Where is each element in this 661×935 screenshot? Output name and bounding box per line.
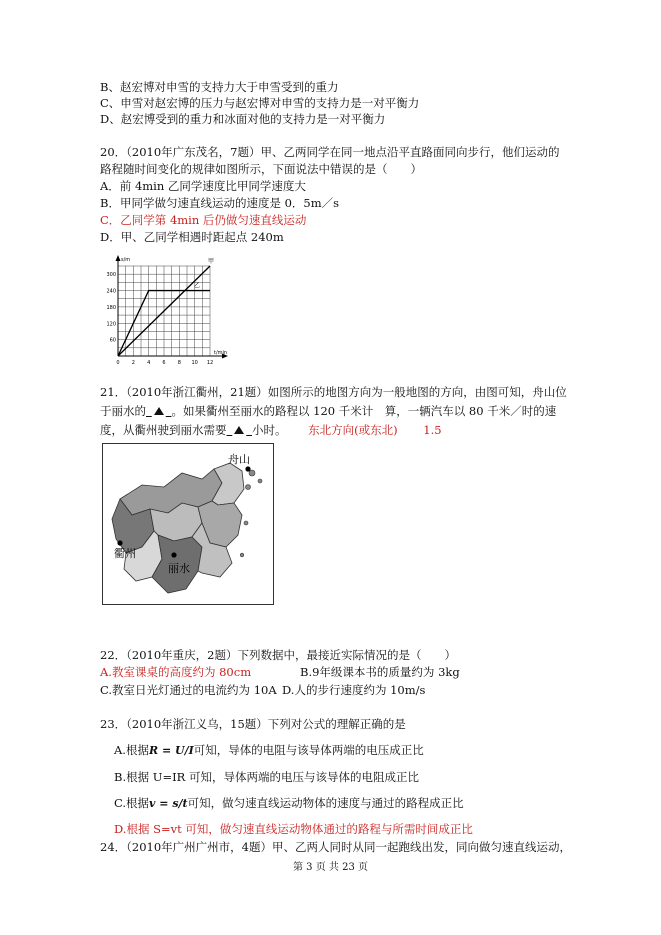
- q23-a-formula: R = U/I: [148, 744, 194, 757]
- x-tick-label: 0: [116, 360, 120, 366]
- q23-a-post: 可知，导体的电阻与该导体两端的电压成正比: [193, 743, 424, 757]
- page-footer: 第 3 页 共 23 页: [293, 862, 368, 873]
- y-axis-label: s/m: [121, 257, 131, 263]
- q23-stem: 23．（2010年浙江义乌，15题）下列对公式的理解正确的是: [100, 717, 406, 731]
- q23-option-c: [114, 796, 464, 811]
- q21-blank2: [227, 423, 253, 437]
- map-label-zhoushan: 舟山: [228, 453, 250, 466]
- x-tick-label: 2: [131, 360, 135, 366]
- q22-option-b: B.9年级课本书的质量约为 3kg: [300, 665, 460, 679]
- series-label: 乙: [194, 282, 201, 290]
- q21-answer1: 东北方向(或东北): [308, 423, 398, 437]
- blank-triangle-icon: [234, 426, 244, 434]
- q21-stem-line2: [100, 404, 556, 419]
- x-tick-label: 10: [191, 360, 198, 366]
- q21-text-a: 于丽水的: [100, 404, 146, 418]
- prev-option-c: C、申雪对赵宏博的压力与赵宏博对申雪的支持力是一对平衡力: [100, 96, 420, 110]
- q21-text-b: 。如果衢州至丽水的路程以 120 千米计 算，一辆汽车以 80 千米／时的速: [171, 404, 557, 418]
- q20-stem-line2: 路程随时间变化的规律如图所示，下面说法中错误的是（ ）: [100, 162, 422, 176]
- q24-stem: 24．（2010年广州广州市，4题）甲、乙两人同时从同一起跑线出发，同向做匀速直线运动，: [100, 840, 571, 854]
- x-tick-label: 4: [147, 360, 151, 366]
- x-tick-label: 8: [177, 360, 181, 366]
- q20-option-a: A．前 4min 乙同学速度比甲同学速度大: [100, 179, 306, 193]
- q22-option-c: C.教室日光灯通过的电流约为 10A: [100, 683, 277, 697]
- q22-option-d: D.人的步行速度约为 10m/s: [282, 683, 426, 697]
- q20-option-d: D．甲、乙同学相遇时距起点 240m: [100, 230, 284, 244]
- q22-stem: 22．（2010年重庆，2题）下列数据中，最接近实际情况的是（ ）: [100, 648, 456, 662]
- q21-answer2: 1.5: [423, 423, 442, 437]
- zhoushan-dot: [245, 466, 250, 471]
- q21-text-c: 度，从衢州驶到丽水需要: [100, 423, 227, 437]
- q23-option-b: B.根据 U=IR 可知，导体两端的电压与该导体的电阻成正比: [114, 770, 419, 784]
- y-axis-arrow-icon: [116, 255, 121, 261]
- prev-option-b: B、赵宏博对申雪的支持力大于申雪受到的重力: [100, 80, 339, 94]
- series-label: 甲: [208, 258, 215, 265]
- q23-c-post: 可知，做匀速直线运动物体的速度与通过的路程成正比: [187, 796, 464, 810]
- q23-a-pre: A.根据: [114, 743, 149, 757]
- y-tick-label: 60: [109, 337, 116, 344]
- map-label-lishui: 丽水: [168, 562, 190, 575]
- q23-option-a: [114, 743, 424, 758]
- q23-option-d-answer: D.根据 S=vt 可知，做匀速直线运动物体通过的路程与所需时间成正比: [114, 822, 473, 836]
- x-tick-label: 6: [162, 360, 166, 366]
- q21-blank1: [146, 404, 172, 418]
- y-tick-label: 180: [106, 304, 116, 311]
- y-tick-label: 300: [106, 272, 116, 279]
- q20-distance-time-chart: [100, 253, 230, 368]
- y-tick-label: 240: [106, 288, 116, 295]
- q20-option-b: B．甲同学做匀速直线运动的速度是 0．5m／s: [100, 196, 340, 210]
- q22-option-a-answer: A.教室课桌的高度约为 80cm: [100, 665, 252, 679]
- map-label-quzhou: 衢州: [114, 547, 136, 560]
- quzhou-dot: [117, 540, 122, 545]
- prev-option-d: D、赵宏博受到的重力和冰面对他的支持力是一对平衡力: [100, 112, 386, 126]
- y-tick-label: 120: [106, 321, 116, 328]
- lishui-dot: [171, 552, 176, 557]
- blank-triangle-icon: [154, 407, 164, 415]
- q23-c-formula: v = s/t: [149, 797, 188, 810]
- q21-map-figure: [102, 443, 274, 605]
- q21-stem-line3: [100, 423, 442, 438]
- q23-c-pre: C.根据: [114, 796, 150, 810]
- q20-option-c-answer: C．乙同学第 4min 后仍做匀速直线运动: [100, 213, 307, 227]
- q21-stem-line1: 21．（2010年浙江衢州，21题）如图所示的地图方向为一般地图的方向，由图可知，舟山位: [100, 385, 567, 399]
- x-axis-label: t/min: [214, 350, 228, 356]
- q20-stem-line1: 20．（2010年广东茂名，7题）甲、乙两同学在同一地点沿平直路面同向步行，他们运动的: [100, 145, 560, 159]
- q21-text-d: 小时。: [252, 423, 287, 437]
- x-tick-label: 12: [206, 360, 214, 366]
